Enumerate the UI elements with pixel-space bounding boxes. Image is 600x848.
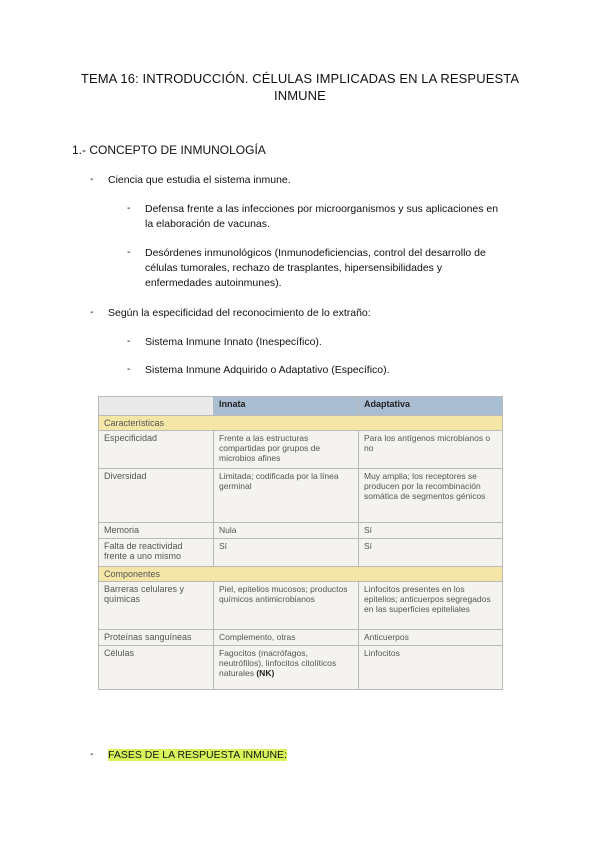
row-label: Proteínas sanguíneas bbox=[99, 630, 214, 646]
cell-innata bbox=[214, 646, 359, 690]
bullet-dash: - bbox=[127, 363, 131, 375]
cell-adaptativa: Anticuerpos bbox=[359, 630, 503, 646]
bullet-dash: - bbox=[90, 306, 94, 318]
table-row bbox=[99, 539, 503, 567]
table-section-label: Características bbox=[99, 416, 503, 431]
sub-bullet-line: Desórdenes inmunológicos (Inmunodeficiencias, control del desarrollo de bbox=[145, 247, 486, 259]
highlighted-heading: FASES DE LA RESPUESTA INMUNE: bbox=[108, 749, 287, 761]
table-header-row bbox=[99, 397, 503, 416]
cell-adaptativa: Muy amplia; los receptores se producen por la recombinación somática de segmentos génicos bbox=[359, 469, 503, 523]
sub-bullet-line: la elaboración de vacunas. bbox=[145, 218, 270, 230]
table-row bbox=[99, 469, 503, 523]
sub-bullet-item: Sistema Inmune Innato (Inespecífico). bbox=[145, 336, 322, 348]
bullet-dash: - bbox=[90, 748, 94, 760]
table-row bbox=[99, 582, 503, 630]
cell-innata: Limitada; codificada por la línea germinal bbox=[214, 469, 359, 523]
row-label: Memoria bbox=[99, 523, 214, 539]
document-title bbox=[60, 70, 540, 104]
cell-innata: Complemento, otras bbox=[214, 630, 359, 646]
table-row bbox=[99, 646, 503, 690]
title-line-2: INMUNE bbox=[274, 88, 326, 103]
row-label: Células bbox=[99, 646, 214, 690]
row-label: Barreras celulares y químicas bbox=[99, 582, 214, 630]
cell-adaptativa: Para los antígenos microbianos o no bbox=[359, 431, 503, 469]
cell-innata: Piel, epitelios mucosos; productos químicos antimicrobianos bbox=[214, 582, 359, 630]
table-row bbox=[99, 523, 503, 539]
bullet-item: Ciencia que estudia el sistema inmune. bbox=[108, 174, 291, 186]
cell-adaptativa: Sí bbox=[359, 539, 503, 567]
sub-bullet-line: células tumorales, rechazo de trasplantes, hipersensibilidades y bbox=[145, 262, 443, 274]
bullet-item: Según la especificidad del reconocimiento de lo extraño: bbox=[108, 307, 371, 319]
sub-bullet-item: Sistema Inmune Adquirido o Adaptativo (Específico). bbox=[145, 364, 390, 376]
cell-adaptativa: Sí bbox=[359, 523, 503, 539]
row-label: Falta de reactividad frente a uno mismo bbox=[99, 539, 214, 567]
cell-innata-text: Fagocitos (macrófagos, neutrófilos), linfocitos citolíticos naturales bbox=[219, 648, 337, 678]
table-header-innata: Innata bbox=[214, 397, 359, 416]
table-header-blank bbox=[99, 397, 214, 416]
sub-bullet-item bbox=[145, 246, 530, 291]
table-row bbox=[99, 431, 503, 469]
table-row bbox=[99, 630, 503, 646]
table-section-label: Componentes bbox=[99, 567, 503, 582]
bullet-dash: - bbox=[127, 246, 131, 258]
table-section-row bbox=[99, 567, 503, 582]
cell-adaptativa: Linfocitos presentes en los epitelios; anticuerpos segregados en las superficies epiteliales bbox=[359, 582, 503, 630]
cell-adaptativa: Linfocitos bbox=[359, 646, 503, 690]
bullet-dash: - bbox=[127, 335, 131, 347]
cell-innata: Sí bbox=[214, 539, 359, 567]
section-heading: 1.- CONCEPTO DE INMUNOLOGÍA bbox=[72, 143, 266, 157]
row-label: Diversidad bbox=[99, 469, 214, 523]
row-label: Especificidad bbox=[99, 431, 214, 469]
immune-comparison-table bbox=[98, 396, 503, 690]
sub-bullet-line: Defensa frente a las infecciones por microorganismos y sus aplicaciones en bbox=[145, 203, 499, 215]
table-section-row bbox=[99, 416, 503, 431]
cell-innata: Nula bbox=[214, 523, 359, 539]
bullet-item-highlighted bbox=[108, 748, 287, 763]
bullet-dash: - bbox=[127, 202, 131, 214]
cell-innata: Frente a las estructuras compartidas por grupos de microbios afines bbox=[214, 431, 359, 469]
table-header-adaptativa: Adaptativa bbox=[359, 397, 503, 416]
bullet-dash: - bbox=[90, 173, 94, 185]
sub-bullet-item bbox=[145, 202, 530, 232]
title-line-1: TEMA 16: INTRODUCCIÓN. CÉLULAS IMPLICADAS EN LA RESPUESTA bbox=[80, 71, 520, 86]
sub-bullet-line: enfermedades autoinmunes). bbox=[145, 277, 282, 289]
nk-label: (NK) bbox=[256, 668, 275, 678]
